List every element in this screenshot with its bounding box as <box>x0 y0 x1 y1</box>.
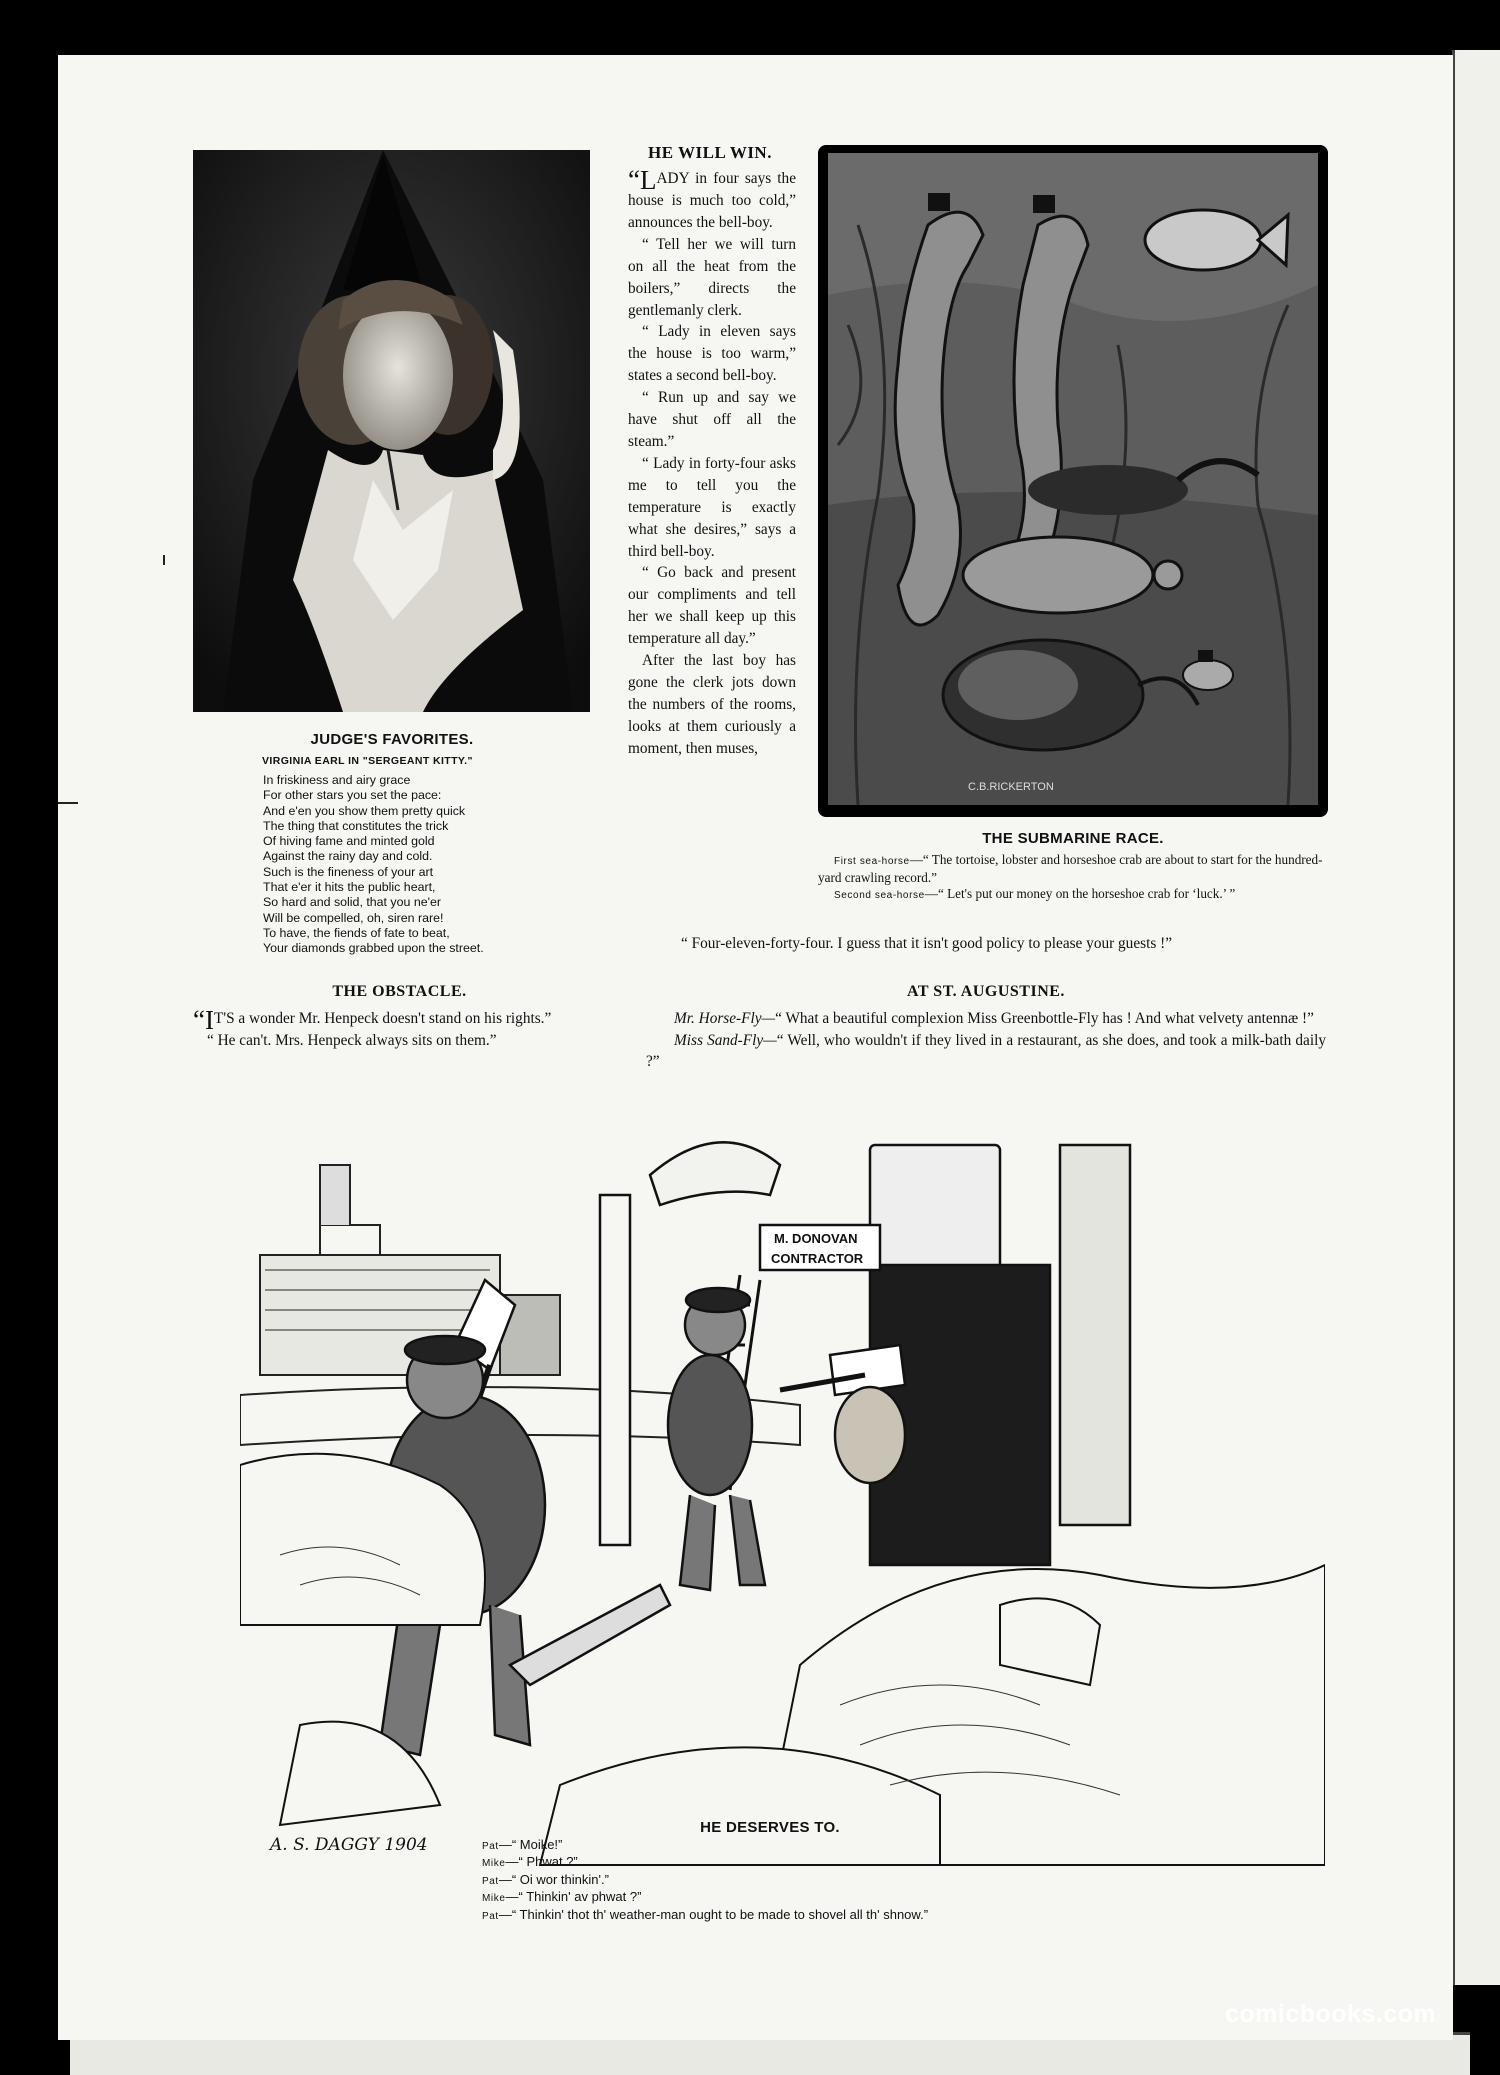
story-paragraph: “ Tell her we will turn on all the heat from the boilers,” directs the gentlemanly clerk. <box>628 235 796 319</box>
page-crease <box>58 802 78 804</box>
poem <box>263 773 484 957</box>
submarine-race-caption <box>818 852 1328 904</box>
submarine-race-illustration <box>818 145 1328 817</box>
dialog-text: —“ Moike!” <box>498 1837 563 1852</box>
snow-scene-drawing <box>240 1105 1325 2075</box>
obstacle-title: THE OBSTACLE. <box>332 983 467 1000</box>
print-speck <box>163 555 165 565</box>
dialog-text: —“ Thinkin' thot th' weather-man ought to be made to shovel all th' shnow.” <box>498 1906 929 1922</box>
artist-signature: C.B.RICKERTON <box>968 781 1054 793</box>
speaker-label: Mike <box>482 1858 506 1870</box>
poem-line: Will be compelled, oh, siren rare! <box>263 910 444 925</box>
dialog-text: —“ Thinkin' av phwat ?” <box>505 1889 642 1905</box>
poem-line: Your diamonds grabbed upon the street. <box>263 941 484 956</box>
cartoon-artist-signature: A. S. DAGGY 1904 <box>270 1835 428 1855</box>
story-paragraph <box>628 165 796 234</box>
site-watermark: comicbooks.com <box>1225 2000 1437 2028</box>
dialog-line <box>482 1907 928 1924</box>
poem-line: And e'en you show them pretty quick <box>263 803 466 818</box>
contractor-sign-line2: CONTRACTOR <box>771 1251 864 1266</box>
he-will-win-story <box>628 165 796 760</box>
speaker-label: Pat <box>482 1841 499 1852</box>
paragraph-text: “ Well, who wouldn't if they lived in a restaurant, as she does, and took a milk-bath daily ?” <box>646 1031 1326 1070</box>
dialog-text: —“ Phwat ?” <box>505 1854 578 1870</box>
poem-line: The thing that constitutes the trick <box>263 818 449 833</box>
adjacent-page-edge <box>1452 50 1500 1985</box>
speaker-label: Second sea-horse <box>834 890 925 901</box>
he-will-win-title: HE WILL WIN. <box>648 143 772 162</box>
poem-line: So hard and solid, that you ne'er <box>263 895 442 910</box>
caption-line <box>818 886 1328 904</box>
drop-capital: “L <box>628 165 657 195</box>
story-paragraph: “ Go back and present our compliments and tell her we shall keep up this temperature all day.” <box>628 564 796 648</box>
poem-line: To have, the fiends of fate to beat, <box>263 925 450 940</box>
story-paragraph: “ Run up and say we have shut off all the steam.” <box>628 389 796 450</box>
sea-horse-cartoon <box>818 145 1328 817</box>
paragraph-text: ADY in four says the house is much too cold,” announces the bell-boy. <box>628 170 796 231</box>
speaker-label: Pat <box>482 1875 499 1887</box>
story-paragraph: “ He can't. Mrs. Henpeck always sits on them.” <box>207 1032 497 1049</box>
st-augustine-title: AT ST. AUGUSTINE. <box>907 983 1065 1000</box>
caption-line <box>818 852 1328 886</box>
paragraph-text: “ What a beautiful complexion Miss Greenbottle-Fly has ! And what velvety antennæ !” <box>775 1010 1314 1027</box>
speaker-name: Mr. Horse-Fly— <box>674 1010 776 1027</box>
obstacle-story <box>193 1005 606 1052</box>
judges-favorites-title: JUDGE'S FAVORITES. <box>310 731 474 748</box>
he-will-win-closing: “ Four-eleven-forty-four. I guess that it isn't good policy to please your guests !” <box>681 935 1172 952</box>
caption-text: —“ Let's put our money on the horseshoe crab for ‘luck.’ ” <box>924 886 1236 901</box>
story-paragraph: After the last boy has gone the clerk jots down the numbers of the rooms, looks at them curiously a moment, then muses, <box>628 652 796 757</box>
poem-line: Against the rainy day and cold. <box>263 849 433 864</box>
virginia-earl-portrait <box>193 150 590 712</box>
dialog-line <box>482 1889 928 1906</box>
story-paragraph: “ Lady in eleven says the house is too warm,” states a second bell-boy. <box>628 323 796 385</box>
story-paragraph <box>646 1030 1326 1073</box>
drop-capital: “I <box>193 1005 214 1035</box>
judges-favorites-subtitle: VIRGINIA EARL IN "SERGEANT KITTY." <box>262 755 473 767</box>
speaker-label: First sea-horse <box>834 856 910 867</box>
poem-line: Of hiving fame and minted gold <box>263 834 435 849</box>
story-paragraph <box>193 1005 606 1035</box>
poem-line: Such is the fineness of your art <box>263 864 434 879</box>
portrait-photo <box>193 150 590 712</box>
st-augustine-story <box>646 1008 1326 1073</box>
submarine-race-title: THE SUBMARINE RACE. <box>982 830 1164 847</box>
dialog-line <box>482 1837 928 1854</box>
he-deserves-to-title: HE DESERVES TO. <box>700 1819 840 1836</box>
dialog-line <box>482 1872 928 1889</box>
speaker-label: Pat <box>482 1910 499 1922</box>
poem-line: That e'er it hits the public heart, <box>263 880 436 895</box>
dialog-line <box>482 1854 928 1871</box>
story-paragraph <box>646 1008 1326 1030</box>
poem-line: For other stars you set the pace: <box>263 788 442 803</box>
snow-shoveling-cartoon <box>240 1105 1325 2075</box>
paragraph-text: T'S a wonder Mr. Henpeck doesn't stand on his rights.” <box>213 1010 552 1027</box>
cartoon-dialog <box>482 1837 928 1924</box>
speaker-name: Miss Sand-Fly— <box>674 1031 777 1049</box>
story-paragraph: “ Lady in forty-four asks me to tell you the temperature is exactly what she desires,” says a third bell-boy. <box>628 454 796 560</box>
dialog-text: —“ Oi wor thinkin'.” <box>498 1871 609 1887</box>
speaker-label: Mike <box>482 1893 506 1905</box>
poem-line: In friskiness and airy grace <box>263 773 411 787</box>
caption-text: —“ The tortoise, lobster and horseshoe crab are about to start for the hundred-yard crawling record.” <box>818 852 1323 885</box>
contractor-sign-line1: M. DONOVAN <box>774 1231 858 1246</box>
